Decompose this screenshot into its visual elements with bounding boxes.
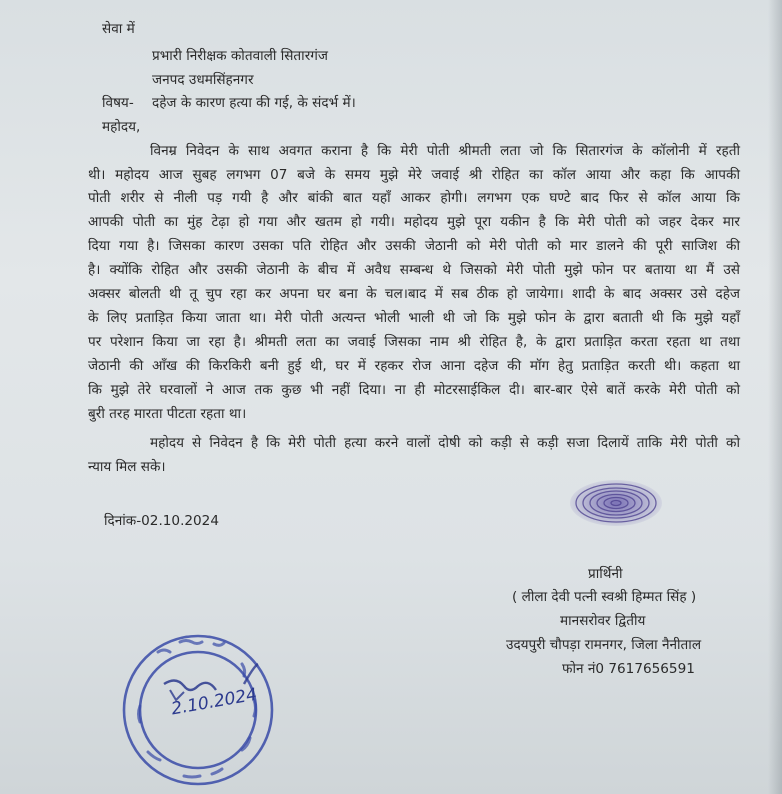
sender-name: ( लीला देवी पत्नी स्वश्री हिम्मत सिंह ): [512, 589, 697, 605]
request-line: महोदय से निवेदन है कि मेरी पोती हत्या करने वालों दोषी को कड़ी से कड़ी सजा दिलायें ताकि मेरी पोती को: [150, 435, 740, 451]
thumbprint-icon: [568, 478, 664, 528]
sender-title: प्रार्थिनी: [588, 566, 623, 582]
police-receipt-stamp: [118, 630, 278, 790]
paper-fold-shadow: [768, 0, 782, 794]
stamp-date: 2.10.2024: [169, 684, 259, 720]
body-line: जेठानी की आँख की किरकिरी बनी हुई थी, घर में रहकर रोज आना दहेज की मॉग हेतु प्रताड़ित करती थी। कहता था: [88, 358, 740, 374]
body-line: कि मुझे तेरे घरवालों ने आज तक कुछ भी नहीं दिया। ना ही मोटरसाईकिल दी। बार-बार ऐसे बातें करके मेरी पोती को: [88, 382, 740, 398]
body-line: थी। महोदय आज सुबह लगभग 07 बजे के समय मुझे मेरे जवाई श्री रोहित का कॉल आया और कहा कि आपकी: [88, 167, 740, 183]
salutation-to: सेवा में: [102, 21, 135, 37]
body-line: है। क्योंकि रोहित और उसकी जेठानी के बीच में अवैध सम्बन्ध थे जिसको मेरी पोती मुझे फोन पर बताया था मैं उसे: [88, 262, 740, 278]
body-line: अक्सर बोलती थी तू चुप रहा कर अपना घर बना के चल।बाद में सब ठीक हो जायेगा। शादी के बाद अक्सर उसे दहेज: [88, 286, 740, 302]
date-line: दिनांक-02.10.2024: [104, 513, 219, 529]
body-line: बुरी तरह मारता पीटता रहता था।: [88, 406, 247, 422]
sender-phone: फोन नं0 7617656591: [562, 661, 695, 677]
body-line: के लिए प्रताड़ित किया जाता था। मेरी पोती अत्यन्त भोली भाली थी जो कि मुझे फोन के द्वारा बताती थी कि मुझे यहाँ: [88, 310, 740, 326]
body-line: पोती शरीर से नीली पड़ गयी है और बांकी बात यहाँ आकर होगी। लगभग एक घण्टे बाद फिर से कॉल आया कि: [88, 190, 740, 206]
sender-address-1: मानसरोवर द्वितीय: [560, 613, 646, 629]
sender-address-2: उदयपुरी चौपड़ा रामनगर, जिला नैनीताल: [506, 637, 702, 653]
recipient-line-2: जनपद उधमसिंहनगर: [152, 72, 254, 88]
greeting: महोदय,: [102, 119, 141, 135]
subject-label: विषय-: [102, 95, 134, 111]
request-line: न्याय मिल सके।: [88, 459, 166, 475]
recipient-line-1: प्रभारी निरीक्षक कोतवाली सितारगंज: [152, 48, 328, 64]
body-line: आपकी पोती का मुंह टेढ़ा हो गया और खतम हो गयी। महोदय मुझे पूरा यकीन है कि मेरी पोती को जहर देकर मार: [88, 214, 740, 230]
body-line: पर परेशान किया जा रहा है। श्रीमती लता का जवाई जिसका नाम श्री रोहित है, के द्वारा प्रताड़ित करता रहता था तथा: [88, 334, 740, 350]
subject-text: दहेज के कारण हत्या की गई, के संदर्भ में।: [152, 95, 356, 111]
body-line: विनम्र निवेदन के साथ अवगत कराना है कि मेरी पोती श्रीमती लता जो कि सितारगंज के कॉलोनी में रहती: [150, 143, 740, 159]
body-line: दिया गया है। जिसका कारण उसका पति रोहित और उसकी जेठानी को मेरी पोती को मार डालने की पूरी साजिश की: [88, 238, 740, 254]
